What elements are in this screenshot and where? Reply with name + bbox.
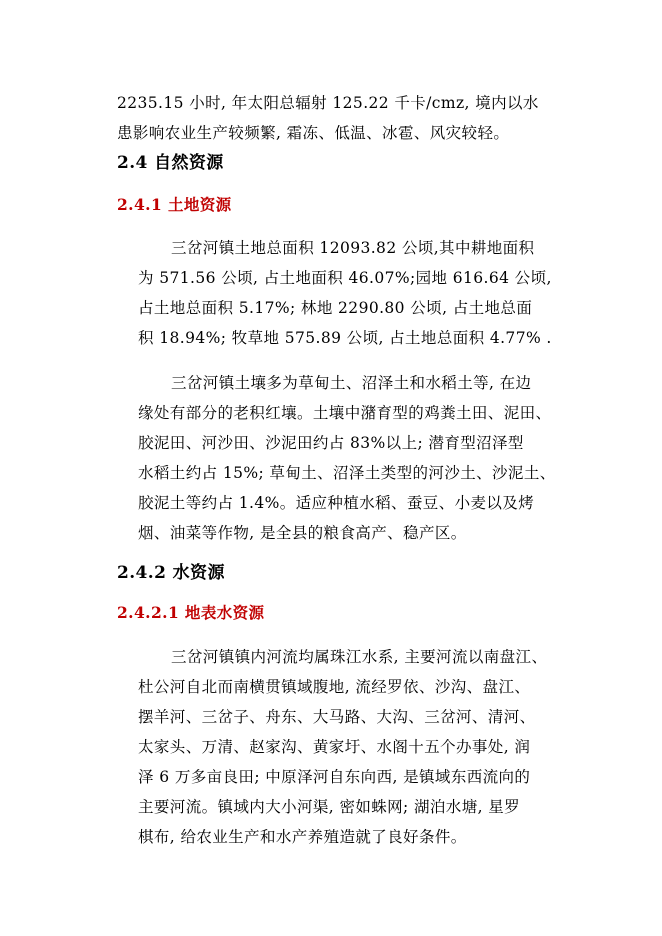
paragraph-line: 积 18.94%; 牧草地 575.89 公顷, 占土地总面积 4.77% .: [138, 329, 552, 347]
paragraph-line: 三岔河镇土壤多为草甸土、沼泽土和水稻土等, 在边: [171, 374, 532, 392]
paragraph-line: 太家头、万清、赵家沟、黄家圩、水阁十五个办事处, 润: [138, 738, 531, 756]
paragraph-line: 胶泥田、河沙田、沙泥田约占 83%以上; 潜育型沼泽型: [138, 434, 524, 452]
paragraph-line: 为 571.56 公顷, 占土地面积 46.07%;园地 616.64 公顷,: [138, 269, 552, 287]
paragraph-line: 缘处有部分的老积红壤。土壤中潴育型的鸡粪土田、泥田、: [138, 404, 552, 422]
paragraph-line: 三岔河镇土地总面积 12093.82 公顷,其中耕地面积: [171, 239, 535, 257]
section-heading-2-4: 2.4 自然资源: [117, 153, 224, 173]
section-heading-2-4-1: 2.4.1 土地资源: [117, 195, 232, 214]
intro-line: 患影响农业生产较频繁, 霜冻、低温、冰雹、风灾较轻。: [117, 124, 510, 142]
paragraph-line: 烟、油菜等作物, 是全县的粮食高产、稳产区。: [138, 524, 467, 542]
paragraph-line: 棋布, 给农业生产和水产养殖造就了良好条件。: [138, 828, 467, 846]
section-heading-2-4-2: 2.4.2 水资源: [117, 563, 225, 583]
intro-line: 2235.15 小时, 年太阳总辐射 125.22 千卡/cmz, 境内以水: [117, 94, 539, 112]
paragraph-line: 胶泥土等约占 1.4%。适应种植水稻、蚕豆、小麦以及烤: [138, 494, 535, 512]
paragraph-line: 占土地总面积 5.17%; 林地 2290.80 公顷, 占土地总面: [138, 299, 533, 317]
paragraph-line: 三岔河镇镇内河流均属珠江水系, 主要河流以南盘江、: [171, 648, 548, 666]
paragraph-line: 主要河流。镇域内大小河渠, 密如蛛网; 湖泊水塘, 星罗: [138, 798, 521, 816]
paragraph-line: 水稻土约占 15%; 草甸土、沼泽土类型的河沙土、沙泥土、: [138, 464, 556, 482]
paragraph-line: 摆羊河、三岔子、舟东、大马路、大沟、三岔河、清河、: [138, 708, 536, 726]
section-heading-2-4-2-1: 2.4.2.1 地表水资源: [117, 603, 265, 622]
paragraph-line: 泽 6 万多亩良田; 中原泽河自东向西, 是镇域东西流向的: [138, 768, 531, 786]
paragraph-line: 杜公河自北而南横贯镇域腹地, 流经罗依、沙沟、盘江、: [138, 678, 531, 696]
